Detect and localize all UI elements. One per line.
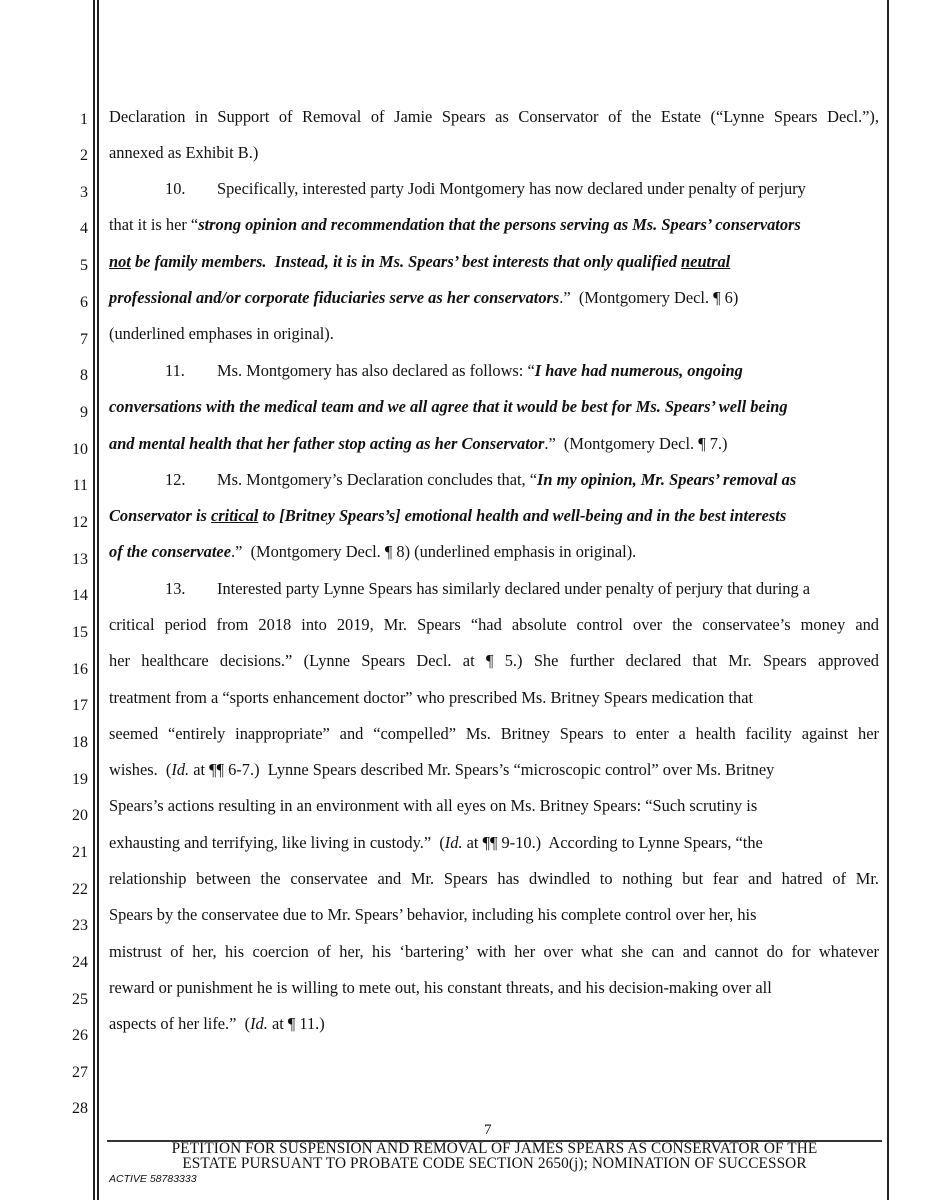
line-number: 27: [72, 1064, 88, 1081]
paragraph-13-line: reward or punishment he is willing to mete out, his constant threats, and his decision-making over all: [109, 978, 772, 997]
paragraph-11-line: [109, 396, 788, 418]
underlined-emphasis: neutral: [681, 252, 731, 271]
line-number: 25: [72, 991, 88, 1008]
line-number: 1: [80, 111, 88, 128]
citation: .” (Montgomery Decl. ¶ 7.): [544, 434, 728, 453]
paragraph-13-line: relationship between the conservatee and Mr. Spears has dwindled to nothing but fear and hatred of Mr.: [109, 869, 879, 888]
line-number: 26: [72, 1027, 88, 1044]
line-number: 23: [72, 917, 88, 934]
paragraph-12-line: [109, 541, 636, 563]
underlined-emphasis: critical: [211, 506, 259, 525]
line-number: 17: [72, 697, 88, 714]
text-span: Ms. Montgomery has also declared as follows: “: [217, 361, 535, 380]
quoted-emphasis: and mental health that her father stop acting as her Conservator: [109, 434, 545, 453]
paragraph-10-line: (underlined emphases in original).: [109, 324, 334, 343]
line-number: 8: [80, 367, 88, 384]
paragraph-13-line: [109, 832, 763, 854]
line-number: 24: [72, 954, 88, 971]
footer-caption-line-1: PETITION FOR SUSPENSION AND REMOVAL OF JAMES SPEARS AS CONSERVATOR OF THE: [171, 1140, 818, 1157]
line-number: 15: [72, 624, 88, 641]
quoted-emphasis: conversations with the medical team and we all agree that it would be best for Ms. Spears’ well being: [109, 397, 788, 416]
quoted-emphasis: professional and/or corporate fiduciaries serve as her conservators: [109, 288, 560, 307]
text-span: at ¶¶ 6-7.) Lynne Spears described Mr. Spears’s “microscopic control” over Ms. Britney: [189, 760, 775, 779]
line-number: 16: [72, 661, 88, 678]
quoted-emphasis: Conservator is: [109, 506, 212, 525]
id-citation: Id.: [444, 833, 463, 852]
paragraph-12-line: [109, 469, 796, 491]
text-span: aspects of her life.” (: [109, 1014, 251, 1033]
line-number: 22: [72, 881, 88, 898]
quoted-emphasis: to [Britney Spears’s] emotional health and well-being and in the best interests: [258, 506, 787, 525]
paragraph-11-line: [109, 433, 727, 455]
paragraph-10-line: [109, 251, 730, 273]
line-number: 4: [80, 220, 88, 237]
paragraph-10-line: [109, 178, 879, 200]
paragraph-13-line: Spears’s actions resulting in an environment with all eyes on Ms. Britney Spears: “Such scrutiny is: [109, 796, 758, 815]
paragraph-13-line: mistrust of her, his coercion of her, his ‘bartering’ with her over what she can and cannot do for whatever: [109, 942, 879, 961]
paragraph-13-line: her healthcare decisions.” (Lynne Spears Decl. at ¶ 5.) She further declared that Mr. Spears approved: [109, 651, 879, 670]
line-number: 20: [72, 807, 88, 824]
line-number: 18: [72, 734, 88, 751]
paragraph-number: 11.: [165, 361, 185, 380]
citation: .” (Montgomery Decl. ¶ 8) (underlined emphasis in original).: [231, 542, 637, 561]
text-line: annexed as Exhibit B.): [109, 143, 259, 162]
right-margin-rule: [887, 0, 889, 1200]
paragraph-10-line: [109, 214, 801, 236]
footer-caption-line-2: ESTATE PURSUANT TO PROBATE CODE SECTION 2650(j); NOMINATION OF SUCCESSOR: [182, 1155, 807, 1172]
line-number: 12: [72, 514, 88, 531]
footer-caption: [107, 1141, 882, 1171]
text-span: exhausting and terrifying, like living in custody.” (: [109, 833, 445, 852]
paragraph-13-line: treatment from a “sports enhancement doctor” who prescribed Ms. Britney Spears medication that: [109, 688, 754, 707]
line-number: 10: [72, 441, 88, 458]
text-span: Ms. Montgomery’s Declaration concludes that, “: [217, 470, 537, 489]
underlined-emphasis: not: [109, 252, 131, 271]
quoted-emphasis: I have had numerous, ongoing: [534, 361, 743, 380]
line-number: 5: [80, 257, 88, 274]
id-citation: Id.: [250, 1014, 268, 1033]
quoted-emphasis: In my opinion, Mr. Spears’ removal as: [537, 470, 797, 489]
id-citation: Id.: [171, 760, 190, 779]
text-span: Specifically, interested party Jodi Montgomery has now declared under penalty of perjury: [217, 179, 806, 198]
text-span: at ¶¶ 9-10.) According to Lynne Spears, “the: [462, 833, 763, 852]
line-number: 13: [72, 551, 88, 568]
text-span: that it is her “: [109, 215, 199, 234]
quoted-emphasis: be family members. Instead, it is in Ms. Spears’ best interests that only qualified: [130, 252, 682, 271]
line-number: 14: [72, 587, 88, 604]
line-number: 9: [80, 404, 88, 421]
paragraph-10-line: [109, 287, 738, 309]
line-number: 19: [72, 771, 88, 788]
text-span: at ¶ 11.): [267, 1014, 325, 1033]
pleading-line-numbers: [0, 0, 88, 1200]
line-number: 28: [72, 1100, 88, 1117]
paragraph-13-line: [109, 759, 774, 781]
line-number: 2: [80, 147, 88, 164]
text-line: Declaration in Support of Removal of Jamie Spears as Conservator of the Estate (“Lynne Spears Decl.”),: [109, 107, 879, 126]
paragraph-number: 10.: [165, 179, 186, 198]
paragraph-number: 12.: [165, 470, 186, 489]
left-margin-rule: [93, 0, 95, 1200]
paragraph-11-line: [109, 360, 743, 382]
document-id: ACTIVE 58783333: [109, 1173, 197, 1185]
quoted-emphasis: strong opinion and recommendation that the persons serving as Ms. Spears’ conservators: [198, 215, 801, 234]
page-number: 7: [484, 1122, 492, 1138]
line-number: 6: [80, 294, 88, 311]
paragraph-13-line: [109, 1013, 325, 1035]
text-span: wishes. (: [109, 760, 172, 779]
citation: .” (Montgomery Decl. ¶ 6): [559, 288, 739, 307]
quoted-emphasis: of the conservatee: [109, 542, 231, 561]
line-number: 11: [72, 477, 88, 494]
paragraph-13-line: [109, 578, 810, 600]
paragraph-number: 13.: [165, 579, 186, 598]
text-span: Interested party Lynne Spears has similarly declared under penalty of perjury that during a: [217, 579, 811, 598]
paragraph-13-line: critical period from 2018 into 2019, Mr. Spears “had absolute control over the conservatee’s money and: [109, 615, 879, 634]
line-number: 3: [80, 184, 88, 201]
line-number: 21: [72, 844, 88, 861]
paragraph-13-line: seemed “entirely inappropriate” and “compelled” Ms. Britney Spears to enter a health facility against her: [109, 724, 879, 743]
line-number: 7: [80, 331, 88, 348]
left-margin-rule-inner: [97, 0, 99, 1200]
paragraph-13-line: Spears by the conservatee due to Mr. Spears’ behavior, including his complete control over her, his: [109, 905, 757, 924]
paragraph-12-line: [109, 505, 786, 527]
